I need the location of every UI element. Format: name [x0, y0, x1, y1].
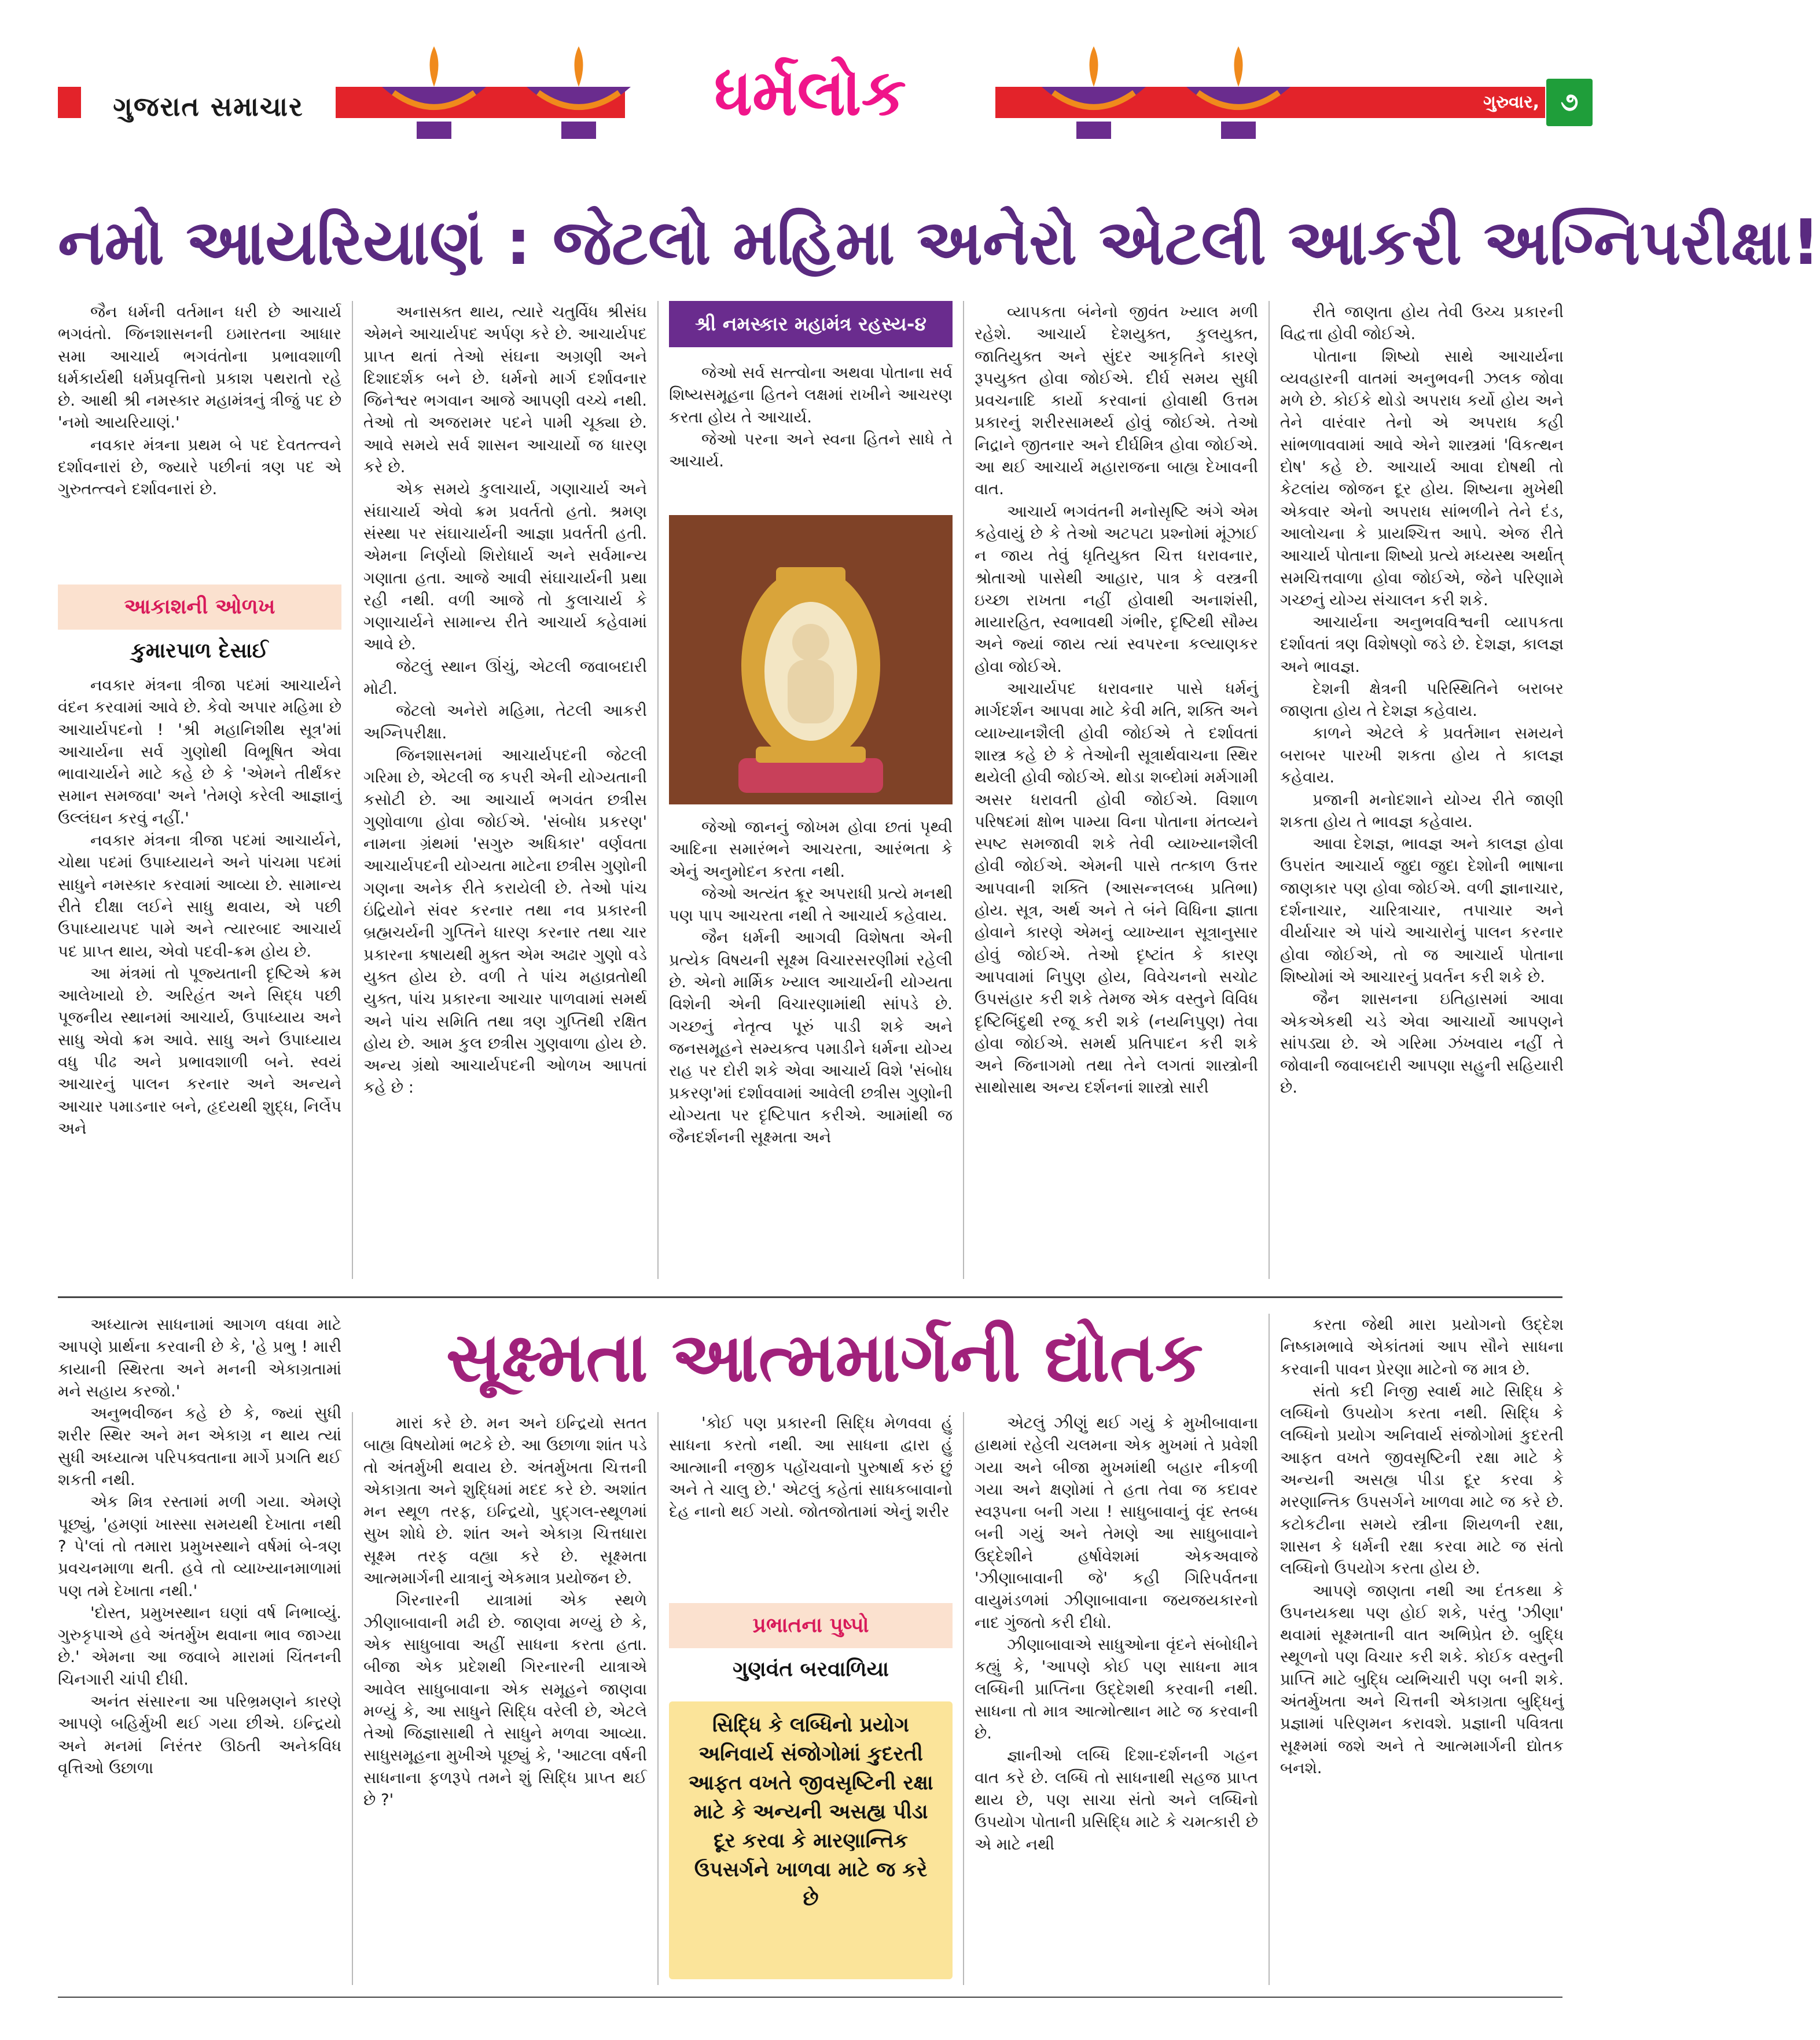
column-divider [963, 1412, 964, 1985]
article2-headline: સૂક્ષ્મતા આત્મમાર્ગની દ્યોતક [446, 1317, 1204, 1397]
column-divider [1269, 301, 1270, 1279]
section-separator [58, 1296, 1562, 1298]
article1-col3-bottom: જેઓ જાનનું જોખમ હોવા છતાં પૃથ્વી આદિના સમારંભને આચરતા, આરંભતા કે એનું અનુમોદન કરતા નથી. જેઓ અત્યંત ક્રૂર અપરાધી પ્રત્યે મનથી પણ પાપ આચરતા નથી તે આચાર્ય કહેવાય. જૈન ધર્મની આગવી વિશેષતા એની પ્રત્યેક વિષયની સૂક્ષ્મ વિચારસરણીમાં રહેલી છે. એનો માર્મિક ખ્યાલ આચાર્યની યોગ્યતા વિશેની એની વિચારણામાંથી સાંપડે છે. ગચ્છનું નેતૃત્વ પૂરું પાડી શકે અને જનસમૂહને સમ્યક્ત્વ પમાડીને ધર્મના યોગ્ય રાહ પર દોરી શકે એવા આચાર્ય વિશે 'સંબોધ પ્રકરણ'માં દર્શાવવામાં આવેલી છત્રીસ ગુણોની યોગ્યતા પર દૃષ્ટિપાત કરીએ. આમાંથી જ જૈનદર્શનની સૂક્ષ્મતા અને [669, 818, 953, 1147]
article1-headline: નમો આયરિયાણં : જેટલો મહિમા અનેરો એટલી આકરી અગ્નિપરીક્ષા! [58, 207, 1820, 279]
column-name-badge-2: પ્રભાતના પુષ્પો [669, 1603, 953, 1648]
series-banner: શ્રી નમસ્કાર મહામંત્ર રહસ્ય-૪ [669, 301, 953, 347]
diya-lamp-icon [527, 46, 631, 139]
article1-col4: વ્યાપકતા બંનેનો જીવંત ખ્યાલ મળી રહેશે. આચાર્ય દેશયુક્ત, કુલયુક્ત, જાતિયુક્ત અને સુંદર આકૃતિને કારણે રૂપયુક્ત હોવા જોઈએ. દીર્ઘ સમય સુધી પ્રવચનાદિ કાર્યો કરવાનાં હોવાથી ઉત્તમ પ્રકારનું શરીરસામર્થ્ય હોવું જોઈએ. તેઓ નિદ્રાને જીતનાર અને દીર્ઘમિત્ર હોવા જોઈએ. આ થઈ આચાર્ય મહારાજના બાહ્ય દેખાવની વાત. આચાર્ય ભગવંતની મનોસૃષ્ટિ અંગે એમ કહેવાયું છે કે તેઓ અટપટા પ્રશ્નોમાં મૂંઝાઈ ન જાય તેવું ધૃતિયુક્ત ચિત્ત ધરાવનાર, શ્રોતાઓ પાસેથી આહાર, પાત્ર કે વસ્ત્રની ઇચ્છા રાખતા નહીં હોવાથી અનાશંસી, માયારહિત, સ્વભાવથી ગંભીર, દૃષ્ટિથી સૌમ્ય અને જ્યાં જાય ત્યાં સ્વપરના કલ્યાણકર હોવા જોઈએ. આચાર્યપદ ધરાવનાર પાસે ધર્મનું માર્ગદર્શન આપવા માટે કેવી મતિ, શક્તિ અને વ્યાખ્યાનશૈલી હોવી જોઈએ તે દર્શાવતાં શાસ્ત્ર કહે છે કે તેઓની સૂત્રાર્થવાચના સ્થિર થયેલી હોવી જોઈએ. થોડા શબ્દોમાં મર્મગામી અસર ધરાવતી હોવી જોઈએ. વિશાળ પરિષદમાં ક્ષોભ પામ્યા વિના પોતાના મંતવ્યને સ્પષ્ટ સમજાવી શકે તેવી વ્યાખ્યાનશૈલી હોવી જોઈએ. એમની પાસે તત્કાળ ઉત્તર આપવાની શક્તિ (આસન્નલબ્ધ પ્રતિભા) હોય. સૂત્ર, અર્થ અને તે બંને વિધિના જ્ઞાતા હોવાને કારણે એમનું વ્યાખ્યાન સૂત્રાનુસાર હોવું જોઈએ. તેઓ દૃષ્ટાંત કે કારણ આપવામાં નિપુણ હોય, વિવેચનનો સચોટ ઉપસંહાર કરી શકે તેમજ એક વસ્તુને વિવિધ દૃષ્ટિબિંદુથી રજૂ કરી શકે (નયનિપુણ) તેવા હોવા જોઈએ. સમર્થ પ્રતિપાદન કરી શકે અને જિનાગમો તથા તેને લગતાં શાસ્ત્રોની સાથોસાથ અન્ય દર્શનનાં શાસ્ત્રો સારી [975, 303, 1258, 1097]
column-divider [963, 301, 964, 1279]
section-logo: ધર્મલોક [714, 56, 906, 130]
author-byline-2: ગુણવંત બરવાળિયા [733, 1657, 889, 1681]
column-divider [657, 1412, 659, 1985]
paper-name[interactable]: ગુજરાત સમાચાર [81, 79, 336, 134]
diya-lamps-left-icon [370, 35, 660, 150]
column-divider [1269, 1314, 1270, 1985]
diya-lamp-icon [1186, 46, 1290, 139]
jain-idol-photo[interactable] [669, 515, 953, 804]
diya-lamps-right-icon [1030, 35, 1319, 150]
article2-col3-top: 'કોઈ પણ પ્રકારની સિદ્ધિ મેળવવા હું સાધના કરતો નથી. આ સાધના દ્વારા હું આત્માની નજીક પહોંચવાનો પુરુષાર્થ કરું છું અને તે ચાલુ છે.' એટલું કહેતાં સાધકબાવાનો દેહ નાનો થઈ ગયો. જોતજોતામાં એનું શરીર [669, 1414, 953, 1521]
column-name-badge: આકાશની ઓળખ [58, 585, 341, 630]
issue-date: ગુરુવાર, ૧૬-૧૦-૨૦૨૫ [1445, 92, 1539, 144]
column-divider [352, 301, 353, 1279]
article1-col2: અનાસક્ત થાય, ત્યારે ચતુર્વિધ શ્રીસંઘ એમને આચાર્યપદ અર્પણ કરે છે. આચાર્યપદ પ્રાપ્ત થતાં તેઓ સંઘના અગ્રણી અને દિશાદર્શક બને છે. ધર્મનો માર્ગ દર્શાવનાર જિનેશ્વર ભગવાન આજે આપણી વચ્ચે નથી. તેઓ તો અજરામર પદને પામી ચૂક્યા છે. આવે સમયે સર્વ શાસન આચાર્યો જ ધારણ કરે છે. એક સમયે કુલાચાર્ય, ગણાચાર્ય અને સંઘાચાર્ય એવો ક્રમ પ્રવર્તતો હતો. શ્રમણ સંસ્થા પર સંઘાચાર્યની આજ્ઞા પ્રવર્તતી હતી. એમના નિર્ણયો શિરોધાર્ય અને સર્વમાન્ય ગણાતા હતા. આજે આવી સંઘાચાર્યની પ્રથા રહી નથી. વળી આજે તો કુલાચાર્ય કે ગણાચાર્યને સામાન્ય રીતે આચાર્ય કહેવામાં આવે છે. જેટલું સ્થાન ઊંચું, એટલી જવાબદારી મોટી. જેટલો અનેરો મહિમા, તેટલી આકરી અગ્નિપરીક્ષા. જિનશાસનમાં આચાર્યપદની જેટલી ગરિમા છે, એટલી જ કપરી એની યોગ્યતાની કસોટી છે. આ આચાર્ય ભગવંત છત્રીસ ગુણોવાળા હોવા જોઈએ. 'સંબોધ પ્રકરણ' નામના ગ્રંથમાં 'સગુરુ અધિકાર' વર્ણવતા આચાર્યપદની યોગ્યતા માટેના છત્રીસ ગુણોની ગણના અનેક રીતે કરાયેલી છે. તેઓ પાંચ ઇંદ્રિયોને સંવર કરનાર તથા નવ પ્રકારની બ્રહ્મચર્યની ગુપ્તિને ધારણ કરનાર તથા ચાર પ્રકારના કષાયથી મુક્ત એમ અઢાર ગુણો વડે યુક્ત હોય છે. વળી તે પાંચ મહાવ્રતોથી યુક્ત, પાંચ પ્રકારના આચાર પાળવામાં સમર્થ અને પાંચ સમિતિ તથા ત્રણ ગુપ્તિથી રક્ષિત હોય છે. આમ કુલ છત્રીસ ગુણવાળા હોય છે. અન્ય ગ્રંથો આચાર્યપદની ઓળખ આપતાં કહે છે : [363, 303, 647, 1097]
article2-col2: મારાં કરે છે. મન અને ઇન્દ્રિયો સતત બાહ્ય વિષયોમાં ભટકે છે. આ ઉછાળા શાંત પડે તો અંતર્મુખી થવાય છે. અંતર્મુખતા ચિત્તની એકાગ્રતા અને શુદ્ધિમાં મદદ કરે છે. અશાંત મન સ્થૂળ તરફ, ઇન્દ્રિયો, પુદ્ગલ-સ્થૂળમાં સુખ શોધે છે. શાંત અને એકાગ્ર ચિત્તધારા સૂક્ષ્મ તરફ વહ્યા કરે છે. સૂક્ષ્મતા આત્મમાર્ગની યાત્રાનું એકમાત્ર પ્રયોજન છે. ગિરનારની યાત્રામાં એક સ્થળે ઝીણાબાવાની મઢી છે. જાણવા મળ્યું છે કે, એક સાધુબાવા અહીં સાધના કરતા હતા. બીજા એક પ્રદેશથી ગિરનારની યાત્રાએ આવેલ સાધુબાવાના એક સમૂહને જાણવા મળ્યું કે, આ સાધુને સિદ્ધિ વરેલી છે, એટલે તેઓ જિજ્ઞાસાથી તે સાધુને મળવા આવ્યા. સાધુસમૂહના મુખીએ પૂછ્યું કે, 'આટલા વર્ષની સાધનાના ફળરૂપે તમને શું સિદ્ધિ પ્રાપ્ત થઈ છે ?' [363, 1414, 647, 1810]
pull-quote: સિદ્ધિ કે લબ્ધિનો પ્રયોગ અનિવાર્ય સંજોગોમાં કુદરતી આફત વખતે જીવસૃષ્ટિની રક્ષા માટે કે અન્યની અસહ્ય પીડા દૂર કરવા કે મારણાન્તિક ઉપસર્ગને ખાળવા માટે જ કરે છે [669, 1701, 953, 1979]
column-divider [657, 301, 659, 1279]
diya-lamp-icon [1042, 46, 1146, 139]
diya-lamp-icon [382, 46, 486, 139]
page-bottom-rule [58, 1997, 1562, 1998]
author-byline: કુમારપાળ દેસાઈ [131, 639, 269, 663]
article2-col4: એટલું ઝીણું થઈ ગયું કે મુખીબાવાના હાથમાં રહેલી ચલમના એક મુખમાં તે પ્રવેશી ગયા અને બીજા મુખમાંથી બહાર નીકળી ગયા અને ક્ષણોમાં તે હતા તેવા જ કદાવર સ્વરૂપના બની ગયા ! સાધુબાવાનું વૃંદ સ્તબ્ધ બની ગયું અને તેમણે આ સાધુબાવાને ઉદ્દેશીને હર્ષાવેશમાં એકઅવાજે 'ઝીણાબાવાની જે' કહી ગિરિપર્વતના વાયુમંડળમાં ઝીણાબાવાના જયજયકારનો નાદ ગુંજતો કરી દીધો. ઝીણાબાવાએ સાધુઓના વૃંદને સંબોધીને કહ્યું કે, 'આપણે કોઈ પણ સાધના માત્ર લબ્ધિની પ્રાપ્તિના ઉદ્દેશથી કરવાની નથી. સાધના તો માત્ર આત્મોત્થાન માટે જ કરવાની છે. જ્ઞાનીઓ લબ્ધિ દિશા-દર્શનની ગહન વાત કરે છે. લબ્ધિ તો સાધનાથી સહજ પ્રાપ્ત થાય છે, પણ સાચા સંતો અને લબ્ધિનો ઉપયોગ પોતાની પ્રસિદ્ધિ માટે કે ચમત્કારી છે એ માટે નથી [975, 1414, 1258, 1854]
article1-col5: રીતે જાણતા હોય તેવી ઉચ્ચ પ્રકારની વિદ્વત્તા હોવી જોઈએ. પોતાના શિષ્યો સાથે આચાર્યના વ્યવહારની વાતમાં અનુભવની ઝલક જોવા મળે છે. કોઈકે થોડો અપરાધ કર્યો હોય અને તેને વારંવાર તેનો એ અપરાધ કહી સાંભળાવવામાં આવે એને શાસ્ત્રમાં 'વિકત્થન દોષ' કહે છે. આચાર્ય આવા દોષથી તો કેટલાંય જોજન દૂર હોય. શિષ્યના મુખેથી એકવાર એનો અપરાધ સાંભળીને તેને દંડ, આલોચના કે પ્રાયશ્ચિત્ત આપે. એજ રીતે આચાર્ય પોતાના શિષ્યો પ્રત્યે મધ્યસ્થ અર્થાત્ સમચિત્તવાળા હોવા જોઈએ, જેને પરિણામે ગચ્છનું યોગ્ય સંચાલન કરી શકે. આચાર્યના અનુભવવિશ્વની વ્યાપકતા દર્શાવતાં ત્રણ વિશેષણો જડે છે. દેશજ્ઞ, કાલજ્ઞ અને ભાવજ્ઞ. દેશની ક્ષેત્રની પરિસ્થિતિને બરાબર જાણતા હોય તે દેશજ્ઞ કહેવાય. કાળને એટલે કે પ્રવર્તમાન સમયને બરાબર પારખી શકતા હોય તે કાલજ્ઞ કહેવાય. પ્રજાની મનોદશાને યોગ્ય રીતે જાણી શકતા હોય તે ભાવજ્ઞ કહેવાય. આવા દેશજ્ઞ, ભાવજ્ઞ અને કાલજ્ઞ હોવા ઉપરાંત આચાર્ય જુદા જુદા દેશોની ભાષાના જાણકાર પણ હોવા જોઈએ. વળી જ્ઞાનાચાર, દર્શનાચાર, ચારિત્રાચાર, તપાચાર અને વીર્યાચાર એ પાંચે આચારોનું પાલન કરનાર હોવા જોઈએ, તો જ આચાર્ય પોતાના શિષ્યોમાં એ આચારનું પ્રવર્તન કરી શકે છે. જૈન શાસનના ઇતિહાસમાં આવા એકએકથી ચડે એવા આચાર્યો આપણને સાંપડ્યા છે. એ ગરિમા ઝંખવાય નહીં તે જોવાની જવાબદારી આપણા સહુની સહિયારી છે. [1280, 303, 1564, 1097]
page-number: ૭ [1546, 79, 1593, 126]
article2-col5: કરતા જેથી મારા પ્રયોગનો ઉદ્દેશ નિષ્કામભાવે એકાંતમાં આપ સૌને સાધના કરવાની પાવન પ્રેરણા માટેનો જ માત્ર છે. સંતો કદી નિજી સ્વાર્થ માટે સિદ્ધિ કે લબ્ધિનો ઉપયોગ કરતા નથી. સિદ્ધિ કે લબ્ધિનો પ્રયોગ અનિવાર્ય સંજોગોમાં કુદરતી આફત વખતે જીવસૃષ્ટિની રક્ષા માટે કે અન્યની અસહ્ય પીડા દૂર કરવા કે મરણાન્તિક ઉપસર્ગને ખાળવા માટે જ કરે છે. કટોકટીના સમયે સ્ત્રીના શિયળની રક્ષા, શાસન કે ધર્મની રક્ષા કરવા માટે જ સંતો લબ્ધિનો ઉપયોગ કરતા હોય છે. આપણે જાણતા નથી આ દંતકથા કે ઉપનયકથા પણ હોઈ શકે, પરંતુ 'ઝીણા' થવામાં સૂક્ષ્મતાની વાત અભિપ્રેત છે. બુદ્ધિ સ્થૂળનો પણ વિચાર કરી શકે. કોઈક વસ્તુની પ્રાપ્તિ માટે બુદ્ધિ વ્યભિચારી પણ બની શકે. અંતર્મુખતા અને ચિત્તની એકાગ્રતા બુદ્ધિનું પ્રજ્ઞામાં પરિણમન કરાવશે. પ્રજ્ઞાની પવિત્રતા સૂક્ષ્મમાં જશે અને તે આત્મમાર્ગની દ્યોતક બનશે. [1280, 1315, 1564, 1777]
article1-col1-top: જૈન ધર્મની વર્તમાન ધરી છે આચાર્ય ભગવંતો. જિનશાસનની ઇમારતના આધાર સમા આચાર્ય ભગવંતોના પ્રભાવશાળી ધર્મકાર્યથી ધર્મપ્રવૃત્તિનો પ્રકાશ પથરાતો રહે છે. આથી શ્રી નમસ્કાર મહામંત્રનું ત્રીજું પદ છે 'નમો આયરિયાણં.' નવકાર મંત્રના પ્રથમ બે પદ દેવતત્ત્વને દર્શાવનારાં છે, જ્યારે પછીનાં ત્રણ પદ એ ગુરુતત્ત્વને દર્શાવનારાં છે. [58, 303, 341, 499]
column-divider [352, 1412, 353, 1985]
article1-col1-bottom: નવકાર મંત્રના ત્રીજા પદમાં આચાર્યને વંદન કરવામાં આવે છે. કેવો અપાર મહિમા છે આચાર્યપદનો ! 'શ્રી મહાનિશીથ સૂત્ર'માં આચાર્યના સર્વ ગુણોથી વિભૂષિત એવા ભાવાચાર્યને માટે કહે છે કે 'એમને તીર્થંકર સમાન સમજવા' અને 'તેમણે કરેલી આજ્ઞાનું ઉલ્લંઘન કરવું નહીં.' નવકાર મંત્રના ત્રીજા પદમાં આચાર્યને, ચોથા પદમાં ઉપાધ્યાયને અને પાંચમા પદમાં સાધુને નમસ્કાર કરવામાં આવ્યા છે. સામાન્ય રીતે દીક્ષા લઈને સાધુ થવાય, એ પછી ઉપાધ્યાયપદ પામે અને ત્યારબાદ આચાર્ય પદ પ્રાપ્ત થાય, એવો પદવી-ક્રમ હોય છે. આ મંત્રમાં તો પૂજ્યતાની દૃષ્ટિએ ક્રમ આલેખાયો છે. અરિહંત અને સિદ્ધ પછી પૂજનીય સ્થાનમાં આચાર્ય, ઉપાધ્યાય અને સાધુ એવો ક્રમ આવે. સાધુ અને ઉપાધ્યાય વધુ પીઢ અને પ્રભાવશાળી બને. સ્વયં આચારનું પાલન કરનાર અને અન્યને આચાર પમાડનાર બને, હૃદયથી શુદ્ધ, નિર્લેપ અને [58, 676, 341, 1138]
article1-col3-top: જેઓ સર્વ સત્ત્વોના અથવા પોતાના સર્વ શિષ્યસમૂહના હિતને લક્ષમાં રાખીને આચરણ કરતા હોય તે આચાર્ય. જેઓ પરના અને સ્વના હિતને સાધે તે આચાર્ય. [669, 363, 953, 471]
article2-col1: અધ્યાત્મ સાધનામાં આગળ વધવા માટે આપણે પ્રાર્થના કરવાની છે કે, 'હે પ્રભુ ! મારી કાયાની સ્થિરતા અને મનની એકાગ્રતામાં મને સહાય કરજો.' અનુભવીજન કહે છે કે, જ્યાં સુધી શરીર સ્થિર અને મન એકાગ્ર ન થાય ત્યાં સુધી અધ્યાત્મ પરિપક્વતાના માર્ગે પ્રગતિ થઈ શકતી નથી. એક મિત્ર રસ્તામાં મળી ગયા. એમણે પૂછ્યું, 'હમણાં ખાસ્સા સમયથી દેખાતા નથી ? પે'લાં તો તમારા પ્રમુખસ્થાને વર્ષમાં બે-ત્રણ પ્રવચનમાળા થતી. હવે તો વ્યાખ્યાનમાળામાં પણ તમે દેખાતા નથી.' 'દોસ્ત, પ્રમુખસ્થાન ઘણાં વર્ષ નિભાવ્યું. ગુરુકૃપાએ હવે અંતર્મુખ થવાના ભાવ જાગ્યા છે.' એમના આ જવાબે મારામાં ચિંતનની ચિનગારી ચાંપી દીધી. અનંત સંસારના આ પરિભ્રમણને કારણે આપણે બહિર્મુખી થઈ ગયા છીએ. ઇન્દ્રિયો અને મનમાં નિરંતર ઊઠતી અનેકવિધ વૃત્તિઓ ઉછાળા [58, 1315, 341, 1777]
